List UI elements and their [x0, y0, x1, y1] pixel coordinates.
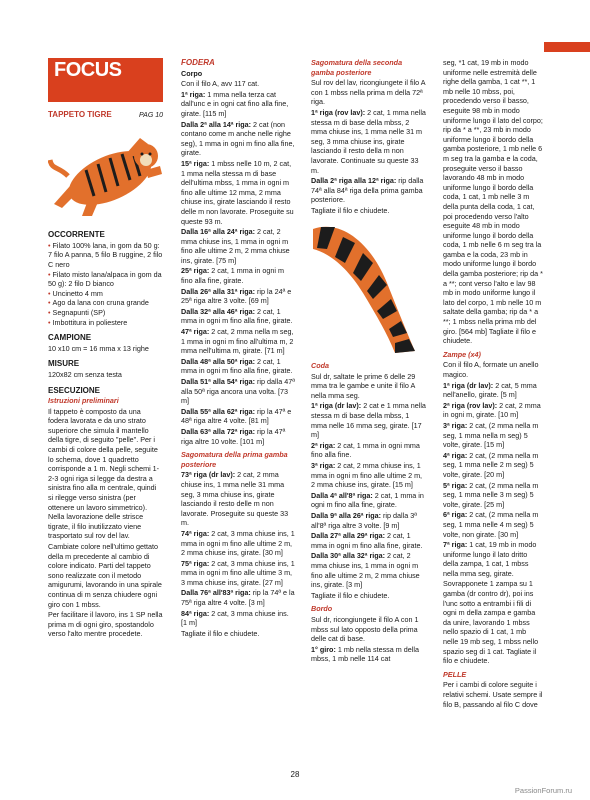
top-band — [0, 0, 590, 5]
row-label: 5ª riga: — [443, 480, 468, 490]
list-item: • Imbottitura in poliestere — [48, 318, 163, 328]
row-label: 84ª riga: — [181, 608, 210, 618]
row-text: rip la 47ª riga altre 10 volte. [101 m] — [181, 426, 286, 446]
row-text: 2 cat, 2 mma chiuse ins, 1 mma in ogni m fino alle ultime 2 m, 2 mma chiuse ins, girate. [3 m] — [311, 551, 420, 590]
row-text: 2 cat e 1 mma nella stessa m di base della mbss, 1 mma nelle 16 mma seg, girate. [17 m] — [311, 401, 426, 440]
row-label: 15ª riga: — [181, 158, 210, 168]
sidebar-column — [48, 58, 163, 640]
campione-heading: CAMPIONE — [48, 333, 92, 343]
row-label: Dalla 51ª alla 54ª riga: — [181, 377, 256, 386]
row-label: Dalla 48ª alla 50ª riga: — [181, 356, 256, 366]
row-text: rip la 24ª e 25ª riga altre 3 volte. [69 m] — [181, 286, 292, 306]
row-text: 2 cat, 5 mma nell'anello, girate. [5 m] — [443, 380, 537, 400]
instruction-row — [443, 510, 543, 539]
instruction-row — [443, 381, 543, 400]
row-text: rip la 74ª e la 75ª riga altre 4 volte. [3 m] — [181, 588, 295, 608]
coda-column — [311, 58, 427, 665]
instruction-row — [443, 421, 543, 450]
row-text: 2 cat, 1 mma in ogni m fino alla fine, girate. — [311, 531, 423, 550]
sagomatura-rows — [181, 470, 296, 628]
fodera-column — [181, 58, 296, 639]
bordo-heading: Bordo — [311, 604, 333, 614]
row-text: 2 cat, 1 mma in ogni m fino alla fine, girate. — [181, 306, 293, 326]
row-label: 1° giro: — [311, 644, 336, 654]
row-label: Dalla 2ª alla 14ª riga: — [181, 119, 252, 129]
row-label: Dalla 4ª all'8ª riga: — [311, 490, 373, 500]
tiger-rug-photo — [48, 126, 163, 216]
row-text: 1 mma nella terza cat dall'unc e in ogni cat fino alla fine, girate. [115 m] — [181, 89, 289, 118]
row-text: rip dalla 74ª alla 84ª riga della prima gamba posteriore. — [311, 176, 424, 205]
row-label: 47ª riga: — [181, 327, 210, 337]
istruzioni-paragraph: Per facilitare il lavoro, ins 1 SP nella prima m di ogni giro, spostandolo verso l'alto mentre procedete. — [48, 610, 163, 639]
page-reference: PAG 10 — [139, 112, 163, 119]
row-label: 25ª riga: — [181, 266, 210, 276]
istruzioni-heading: Istruzioni preliminari — [48, 396, 119, 406]
row-label: Dalla 16ª alla 24ª riga: — [181, 227, 256, 237]
row-text: 1 mbss nelle 10 m, 2 cat, 1 mma nella stessa m di base dell'ultima mbss, 1 mma in ogni m fino alle ultime 12 mma, 2 mma chiuse ins, girate lasciando il resto delle m non lavorate. Proseguite su queste 93 m. — [181, 158, 294, 226]
instruction-row — [443, 451, 543, 480]
row-label: 6ª riga: — [443, 510, 468, 520]
coda-rows — [311, 401, 427, 589]
list-item: • Uncinetto 4 mm — [48, 289, 163, 299]
row-text: 2 cat, 1 mma in ogni m fino alla fine, girate. — [311, 490, 424, 510]
row-text: rip dalla 47ª alla 50ª riga ancora una volta. [73 m] — [181, 377, 295, 406]
instruction-row — [181, 120, 296, 158]
project-title: TAPPETO TIGRE — [48, 110, 112, 119]
row-label: 1ª riga: — [181, 89, 206, 99]
page — [48, 58, 543, 770]
row-label: 3ª riga: — [311, 461, 336, 471]
instruction-row — [443, 540, 543, 578]
closing-text: Tagliate il filo e chiudete. — [311, 205, 390, 215]
row-text: 2 cat, 3 mma chiuse ins, 1 mma in ogni m fino alle ultime 3 m, 3 mma chiuse ins, girate. [27 m] — [181, 558, 295, 587]
closing-text: Tagliate il filo e chiudete. — [311, 590, 390, 600]
row-text: 2 cat, 2 mma in ogni m, girate. [10 m] — [443, 400, 541, 420]
instruction-row — [443, 401, 543, 420]
instruction-row — [181, 470, 296, 528]
instruction-row — [181, 357, 296, 376]
instruction-row — [181, 227, 296, 265]
pelle-text: Per i cambi di colore seguite i relativi schemi. Usate sempre il filo B, passando al filo C dove — [443, 680, 543, 709]
row-label: 75ª riga: — [181, 558, 210, 568]
instruction-row — [181, 427, 296, 446]
tiger-tail-photo — [311, 223, 427, 355]
row-label: 73ª riga (dr lav): — [181, 470, 236, 480]
list-item: • Filato misto lana/alpaca in gom da 50 g): 2 filo D bianco — [48, 270, 163, 289]
row-text: 1 cat, 19 mb in modo uniforme lungo il lato dritto della zampa, 1 cat, 1 mbss nella mma seg, girate. — [443, 540, 537, 578]
sagomatura-heading: Sagomatura della prima gamba posteriore — [181, 450, 288, 469]
pelle-heading: PELLE — [443, 669, 467, 679]
row-text: 2 cat, (2 mma nella m seg, 1 mma nelle 2 m seg) 5 volte, girate. [20 m] — [443, 450, 539, 479]
row-text: 2 cat (non contano come m anche nelle righe seg), 1 mma in ogni m fino alla fine, girate. — [181, 119, 295, 158]
instruction-row — [181, 377, 296, 406]
instruction-row — [311, 441, 427, 460]
istruzioni-paragraph: Cambiate colore nell'ultimo gettato della m precedente al cambio di colore indicato. Parti del tappeto sono realizzate con il metodo amigurumi, lavorando in una spirale continua di m senza chiudere ogni giro con 1 mbss. — [48, 542, 162, 609]
title-row — [48, 110, 163, 121]
row-label: Dalla 2ª riga alla 12ª riga: — [311, 176, 397, 186]
row-label: 4ª riga: — [443, 450, 468, 460]
row-label: 2ª riga: — [311, 440, 336, 450]
watermark: PassionForum.ru — [514, 786, 572, 795]
page-number: 28 — [290, 770, 300, 779]
corner-tab — [544, 42, 590, 52]
row-text: 2 cat, 1 mma in ogni mma fino alla fine. — [311, 440, 420, 460]
sagomatura2-rows — [311, 108, 427, 205]
row-text: 2 cat, 2 mma chiuse ins, 1 mma in ogni m fino alle ultime 2 m, 2 mma chiuse ins, girate. [75 m] — [181, 227, 290, 265]
row-text: rip dalla 3ª all'8ª riga altre 3 volte. [9 m] — [311, 511, 417, 530]
row-text: rip la 47ª e 48ª riga altre 4 volte. [81 m] — [181, 406, 292, 426]
row-text: 1 mb nella stessa m della mbss, 1 mb nelle 114 cat — [311, 644, 419, 664]
instruction-row — [311, 401, 427, 439]
instruction-row — [311, 511, 427, 530]
bordo-intro: Sul dr, ricongiungete il filo A con 1 mbss sul lato opposto della prima delle cat di base. — [311, 614, 419, 644]
list-item: • Filato 100% lana, in gom da 50 g: 7 filo A panna, 5 filo B ruggine, 2 filo C nero — [48, 241, 163, 270]
row-label: 3ª riga: — [443, 420, 468, 430]
row-text: 2 cat, 2 mma nella m seg, 1 mma in ogni m fino all'ultima m, 2 mma nell'ultima m, girate. [71 m] — [181, 327, 294, 356]
instruction-row — [181, 159, 296, 226]
list-item: • Ago da lana con cruna grande — [48, 298, 163, 308]
row-text: 2 cat, 3 mma chiuse ins, 1 mma in ogni m fino alle ultime 2 m, 2 mma chiuse ins, girate. [30 m] — [181, 528, 295, 558]
instruction-row — [311, 531, 427, 550]
row-text: 2 cat, 2 mma chiuse ins, 1 mma nelle 31 mma seg, 3 mma chiuse ins, girate lasciando il resto delle m non lavorate. Proseguite su queste 33 m. — [181, 470, 289, 528]
row-label: Dalla 27ª alla 29ª riga: — [311, 531, 386, 541]
instruction-row — [311, 491, 427, 510]
instruction-row — [181, 588, 296, 607]
row-label: Dalla 55ª alla 62ª riga: — [181, 406, 256, 416]
row-label: 2ª riga (rov lav): — [443, 400, 498, 410]
instruction-row — [181, 287, 296, 306]
occorrente-heading: OCCORRENTE — [48, 230, 105, 240]
instruction-row — [181, 407, 296, 426]
row-text: 2 cat, 3 mma chiuse ins. [1 m] — [181, 608, 289, 628]
row-label: 7ª riga: — [443, 540, 468, 550]
instruction-row — [181, 266, 296, 285]
misure-heading: MISURE — [48, 359, 80, 369]
misure-text: 120x82 cm senza testa — [48, 369, 122, 379]
instruction-row — [311, 108, 427, 175]
row-text: 2 cat, (2 mma nella m seg, 1 mma nella m seg) 5 volte, girate. [15 m] — [443, 420, 539, 450]
row-label: Dalla 32ª alla 46ª riga: — [181, 306, 256, 316]
row-label: Dalla 9ª alla 26ª riga: — [311, 511, 382, 520]
row-text: 2 cat, 1 mma nella stessa m di base della mbss, 2 mma chiuse ins, 1 mma nelle 31 m seg, 3 mma chiuse ins, girate lasciando il resto della m non lavorate. Continuate su queste 33 m. — [311, 107, 426, 175]
instruction-row — [311, 176, 427, 205]
corpo-intro: Con il filo A, avv 117 cat. — [181, 79, 260, 89]
row-label: 1ª riga (dr lav): — [443, 380, 494, 390]
row-label: Dalla 76ª all'83ª riga: — [181, 588, 251, 598]
instruction-row — [181, 327, 296, 356]
row-text: 2 cat, 2 mma chiuse ins, 1 mma in ogni m fino alle ultime 2 m, 2 mma chiuse ins, girate. [15 m] — [311, 461, 423, 490]
instruction-row — [311, 551, 427, 589]
zampe-rows — [443, 381, 543, 579]
row-label: Dalla 26ª alla 31ª riga: — [181, 286, 256, 296]
corpo-heading: Corpo — [181, 68, 203, 78]
row-text: 2 cat, 1 mma in ogni m fino alla fine, girate. — [181, 356, 293, 376]
sagomatura2-heading: Sagomatura della seconda gamba posteriore — [311, 58, 403, 77]
campione-text: 10 x10 cm = 16 mma x 13 righe — [48, 343, 149, 353]
fodera-heading: FODERA — [181, 58, 215, 67]
corpo-rows — [181, 90, 296, 446]
row-text: 2 cat, (2 mma nella m seg, 1 mma nelle 4 m seg) 5 volte, non girate. [30 m] — [443, 510, 539, 539]
zampe-heading: Zampe (x4) — [443, 349, 481, 359]
closing-text: Tagliate il filo e chiudete. — [181, 628, 260, 638]
esecuzione-heading: ESECUZIONE — [48, 385, 101, 395]
row-label: 74ª riga: — [181, 528, 210, 538]
row-label: 1ª riga (rov lav): — [311, 107, 366, 117]
bordo-row — [311, 645, 427, 664]
instruction-row — [311, 461, 427, 490]
focus-label: FOCUS — [48, 58, 163, 102]
row-text: 2 cat, 1 mma in ogni m fino alla fine, girate. — [181, 266, 284, 286]
materials-list — [48, 241, 163, 327]
instruction-row — [181, 559, 296, 588]
zampe-column — [443, 58, 543, 710]
list-item: • Segnapunti (SP) — [48, 308, 163, 318]
row-label: Dalla 63ª alla 72ª riga: — [181, 426, 256, 436]
row-text: 2 cat, (2 mma nella m seg, 1 mma nelle 3 m seg) 5 volte, girate. [25 m] — [443, 480, 539, 509]
instruction-row — [181, 529, 296, 558]
bordo-continued: seg, *1 cat, 19 mb in modo uniforme nelle estremità delle righe della gamba, 1 cat **, 1 mb nelle 10 mbss, poi, procedendo verso il basso, eseguite 98 mb in modo uniforme lungo il lato del corpo; rip da * a **, 23 mb in modo uniforme lungo il bordo della gamba posteriore, 1 mb nelle 6 m seg tra la gamba e la coda, proseguite verso il basso lavorando 48 mb in modo uniforme lungo il bordo della coda, 1 cat, 1 mb nelle 3 m della punta della coda, 1 cat, poi procedendo verso l'alto eseguite 48 mb in modo uniforme lungo il bordo della coda, 1 mb nelle 6 m seg tra la gamba e la coda, 23 mb in modo uniforme lungo il bordo della gamba posteriore; rip da * a **; cont verso l'alto e lav 98 mb in modo uniforme lungo il lato del corpo, 1 mb nelle 10 m saltate della gamba; rip da * a **; 1 mbss nella prima mb del giro. [564 mb] Tagliate il filo e chiudete. — [443, 58, 543, 346]
row-label: Dalla 30ª alla 32ª riga: — [311, 551, 386, 561]
instruction-row — [181, 609, 296, 628]
istruzioni-paragraph: Il tappeto è composto da una fodera lavorata e da uno strato superiore che simula il mantello della tigre, di seguito "pelle". Per i cambi di colore della pelle, seguite lo schema, dove 1 quadretto corrisponde a 1 m. Negli schemi 1-2-3 ogni riga si legge da destra a sinistra fino alla m centrale, quindi si rilegge verso sinistra (per ottenere un lavoro simmetrico). Nella lavorazione delle strisce tigrate, il filo inutilizzato viene trasportato sul rov del lav. — [48, 406, 160, 541]
instruction-row — [443, 481, 543, 510]
zampe-intro: Con il filo A, formate un anello magico. — [443, 360, 539, 379]
row-label: 1ª riga (dr lav): — [311, 401, 362, 411]
sagomatura2-intro: Sul rov del lav, ricongiungete il filo A con 1 mbss nella prima m della 72ª riga. — [311, 78, 426, 107]
instruction-row — [181, 307, 296, 326]
zampe-paragraph: Sovrapponete 1 zampa su 1 gamba (dr contro dr), poi ins l'unc sotto a entrambi i fili di ogni m della zampa e gamba da unire, lavorando 1 mbss nello spazio di 1 cat, 1 mb nelle 19 mb seg, 1 mbss nello spazio seg di 1 cat. Tagliate il filo e chiudete. — [443, 579, 539, 666]
coda-heading: Coda — [311, 361, 329, 371]
coda-intro: Sul dr, saltate le prime 6 delle 29 mma tra le gambe e unite il filo A nella mma seg. — [311, 371, 416, 400]
instruction-row — [181, 90, 296, 119]
